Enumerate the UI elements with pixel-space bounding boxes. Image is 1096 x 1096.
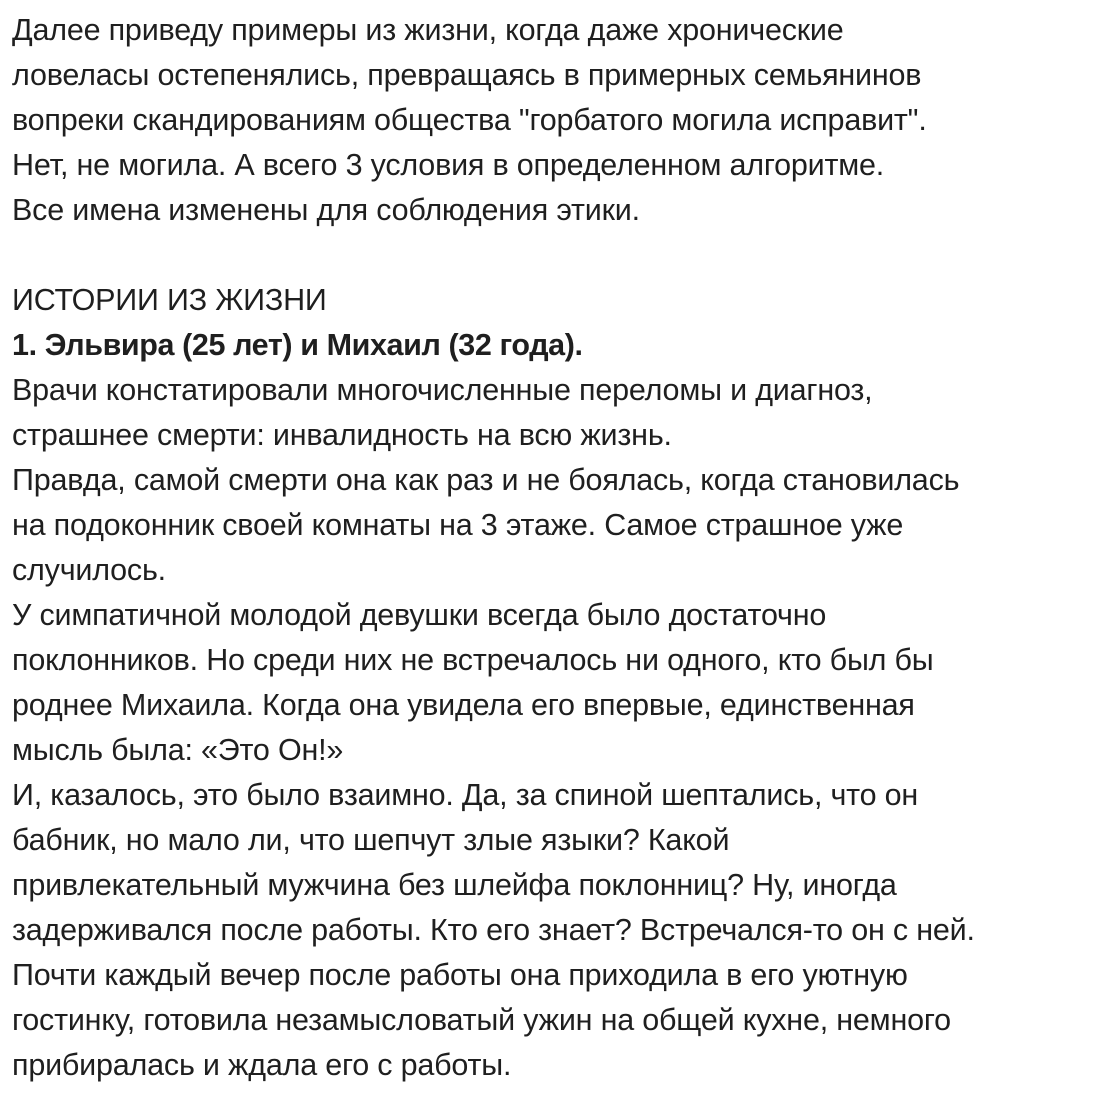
text-line: Почти каждый вечер после работы она приходила в его уютную — [12, 958, 908, 992]
text-line: бабник, но мало ли, что шепчут злые языки? Какой — [12, 823, 730, 857]
text-line: страшнее смерти: инвалидность на всю жизнь. — [12, 418, 672, 452]
text-line: Все имена изменены для соблюдения этики. — [12, 193, 640, 227]
text-line: мысль была: «Это Он!» — [12, 733, 344, 767]
text-line: прибиралась и ждала его с работы. — [12, 1048, 512, 1082]
text-line: задерживался после работы. Кто его знает? Встречался-то он с ней. — [12, 913, 975, 947]
blank-line — [12, 233, 1092, 278]
text-line: случилось. — [12, 553, 166, 587]
text-line: вопреки скандированиям общества "горбатого могила исправит". — [12, 103, 927, 137]
document-page — [12, 8, 1092, 1088]
text-line: У симпатичной молодой девушки всегда было достаточно — [12, 598, 827, 632]
section-heading: ИСТОРИИ ИЗ ЖИЗНИ — [12, 283, 327, 317]
text-line: привлекательный мужчина без шлейфа поклонниц? Ну, иногда — [12, 868, 897, 902]
text-line: И, казалось, это было взаимно. Да, за спиной шептались, что он — [12, 778, 919, 812]
text-line: поклонников. Но среди них не встречалось ни одного, кто был бы — [12, 643, 934, 677]
text-line: Правда, самой смерти она как раз и не боялась, когда становилась — [12, 463, 960, 497]
text-line: Далее приведу примеры из жизни, когда даже хронические — [12, 13, 844, 47]
text-line: ловеласы остепенялись, превращаясь в примерных семьянинов — [12, 58, 922, 92]
story-title: 1. Эльвира (25 лет) и Михаил (32 года). — [12, 328, 583, 362]
intro-paragraph — [12, 8, 1092, 233]
text-line: Врачи констатировали многочисленные переломы и диагноз, — [12, 373, 873, 407]
text-line: роднее Михаила. Когда она увидела его впервые, единственная — [12, 688, 915, 722]
text-line: гостинку, готовила незамысловатый ужин на общей кухне, немного — [12, 1003, 951, 1037]
text-line: Нет, не могила. А всего 3 условия в определенном алгоритме. — [12, 148, 885, 182]
text-line: на подоконник своей комнаты на 3 этаже. Самое страшное уже — [12, 508, 904, 542]
story-text — [12, 368, 1092, 1088]
